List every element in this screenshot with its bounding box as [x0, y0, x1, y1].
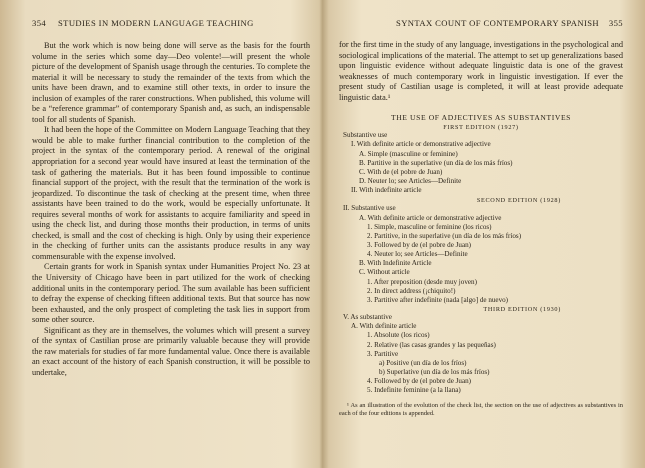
- right-page-body: [339, 40, 623, 103]
- outline-item: II. With indefinite article: [351, 186, 422, 195]
- paragraph: for the first time in the study of any language, investigations in the psychological and sociological implications of the material. The attempt to set up generalizations based upon linguistic evidence without adequate linguistic data is one of the gravest weaknesses of much contemporary work in linguistic investigation. If ever the present study of Castilian usage is completed, it will at least provide adequate linguistic data.¹: [339, 40, 623, 102]
- outline-item: C. With de (el pobre de Juan): [359, 167, 443, 176]
- outline-item: II. Substantive use: [343, 204, 396, 213]
- outline-item: B. With Indefinite Article: [359, 259, 432, 268]
- outline-item: 2. Partitive, in the superlative (un día de los más fríos): [367, 231, 522, 240]
- left-page: [0, 0, 322, 468]
- edition-heading-second: SECOND EDITION (1928): [476, 197, 561, 205]
- edition-heading-first: FIRST EDITION (1927): [443, 124, 519, 132]
- outline-item: 1. After preposition (desde muy joven): [367, 277, 477, 286]
- page-number: 354: [32, 18, 47, 28]
- outline-item: A. With definite article: [351, 322, 417, 331]
- outline-item: 3. Partitive after indefinite (nada [algo] de nuevo): [367, 295, 509, 304]
- outline-item: 2. Relative (las casas grandes y las pequeñas): [367, 340, 496, 349]
- outline-item: 2. In direct address (¡chiquito!): [367, 286, 456, 295]
- outline-item: b) Superlative (un día de los más fríos): [379, 368, 490, 377]
- running-head: STUDIES IN MODERN LANGUAGE TEACHING: [58, 18, 254, 28]
- page-number: 355: [608, 18, 623, 28]
- outline-first-edition: [339, 131, 623, 195]
- outline-item: Substantive use: [343, 131, 388, 140]
- outline-second-edition: [339, 204, 623, 305]
- paragraph: But the work which is now being done will serve as the basis for the fourth volume in the series which some day—Deo volente!—will present the whole picture of the development of Spanish usage through the centuries. To complete the material it will be necessary to study the remainder of the texts from which the units have been drawn, and to examine still other texts, in order to insure the inclusion of examples of the rarer constructions. When published, this volume will be a “reference grammar” of contemporary Spanish and, as such, an indispensable tool for all students of Spanish.: [32, 41, 310, 124]
- outline-item: D. Neuter lo; see Articles—Definite: [359, 177, 462, 186]
- outline-item: 5. Indefinite feminine (a la llana): [367, 386, 461, 395]
- edition-heading-third: THIRD EDITION (1930): [483, 306, 561, 314]
- paragraph: It had been the hope of the Committee on Modern Language Teaching that they would be able to make further financial contribution to the completion of the project in the syntax of the contemporary period. A renewal of the original appropriation for a second year would have insured at least the termination of the task of gathering the materials. But it has been found impossible to continue financial support of the project, with the result that the termination of the work is jeopardized. To discontinue the task of checking at the present time, when three assistants have been trained to do the work, would be especially unfortunate. It requires several months of work for assistants to acquire familiarity and speed in using the check list, and during those months their production, in terms of units checked, is small and the cost of checking is high. Only by using their experience in the checking of further units can the assistants produce results in any way commensurable with the expense involved.: [32, 125, 310, 261]
- outline-item: 3. Followed by de (el pobre de Juan): [367, 241, 472, 249]
- section-title: THE USE OF ADJECTIVES AS SUBSTANTIVES: [390, 113, 572, 123]
- outline-item: C. Without article: [359, 268, 410, 277]
- left-page-body: [32, 41, 310, 379]
- outline-item: A. With definite article or demonstrative adjective: [359, 213, 502, 222]
- outline-item: V. As substantive: [343, 313, 392, 322]
- left-page-header: [32, 18, 310, 32]
- running-head: SYNTAX COUNT OF CONTEMPORARY SPANISH: [396, 18, 599, 28]
- outline-item: A. Simple (masculine or feminine): [359, 149, 458, 158]
- right-page-header: [339, 18, 623, 32]
- outline-item: B. Partitive in the superlative (un día de los más fríos): [359, 158, 513, 167]
- paragraph: Significant as they are in themselves, the volumes which will present a survey of the syntax of Castilian prose are primarily valuable because they will provide the raw materials for studies of far more fundamental value. Once there is available an exact account of the history of each Spanish construction, it will be possible to undertake,: [32, 325, 310, 377]
- outline-item: 4. Followed by de (el pobre de Juan): [367, 377, 472, 386]
- outline-item: 3. Partitive: [367, 349, 399, 358]
- paragraph: Certain grants for work in Spanish syntax under Humanities Project No. 23 at the University of Chicago have been in part utilized for the work of checking additional units in the contemporary period. The sum available has been sufficient to defray the expense of checking fifteen additional texts. But that source has now been exhausted, and the only prospect of completing the task lies in support from some other source.: [32, 262, 310, 325]
- outline-item: I. With definite article or demonstrative adjective: [351, 140, 491, 149]
- outline-third-edition: [339, 313, 623, 395]
- right-page: [323, 0, 645, 468]
- outline-item: 4. Neuter lo; see Articles—Definite: [367, 250, 468, 259]
- outline-item: 1. Absolute (los ricos): [367, 331, 430, 340]
- footnote: ¹ As an illustration of the evolution of the check list, the section on the use of adjectives as substantives in each of the four editions is appended.: [339, 401, 623, 417]
- outline-item: a) Positive (un día de los fríos): [379, 358, 467, 367]
- outline-item: 1. Simple, masculine or feminine (los ricos): [367, 222, 492, 231]
